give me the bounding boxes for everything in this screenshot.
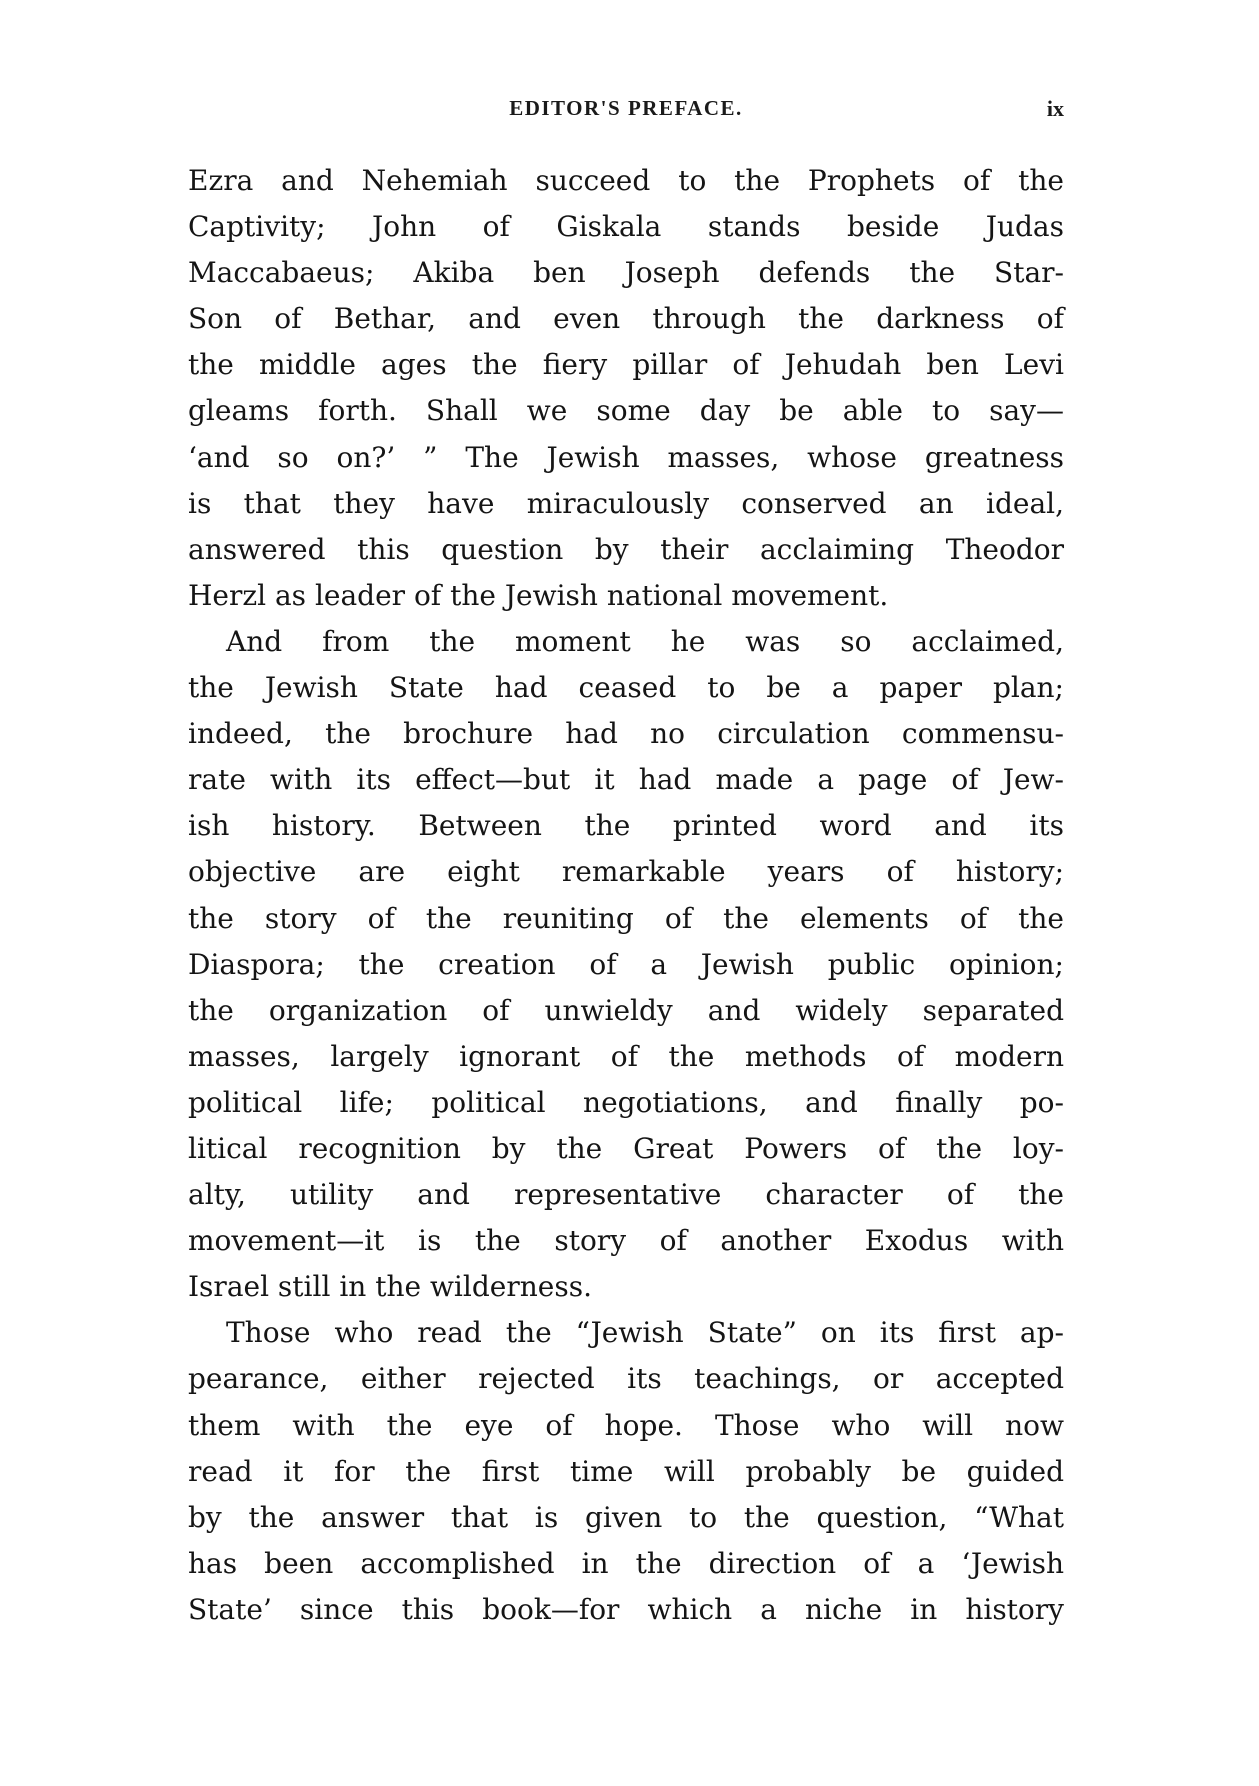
running-head-title: EDITOR'S PREFACE. bbox=[509, 96, 743, 120]
text-line: Diaspora; the creation of a Jewish public opinion; bbox=[188, 947, 1064, 981]
text-line: alty, utility and representative character of the bbox=[188, 1178, 1064, 1212]
text-line: answered this question by their acclaiming Theodor bbox=[188, 532, 1064, 566]
text-line: Son of Bethar, and even through the darkness of bbox=[188, 302, 1064, 336]
text-line: the story of the reuniting of the elements of the bbox=[188, 901, 1064, 935]
paragraph-start-line: And from the moment he was so acclaimed, bbox=[226, 624, 1064, 658]
text-line: has been accomplished in the direction of a ‘Jewish bbox=[188, 1546, 1064, 1580]
text-line: objective are eight remarkable years of history; bbox=[188, 855, 1064, 889]
text-line: the middle ages the fiery pillar of Jehudah ben Levi bbox=[188, 348, 1064, 382]
text-line: the organization of unwieldy and widely separated bbox=[188, 993, 1064, 1027]
text-line: litical recognition by the Great Powers of the loy- bbox=[188, 1131, 1064, 1165]
running-head bbox=[188, 96, 1064, 126]
text-line: rate with its effect—but it had made a page of Jew- bbox=[188, 763, 1064, 797]
text-line: masses, largely ignorant of the methods of modern bbox=[188, 1039, 1064, 1073]
page-number: ix bbox=[1046, 96, 1064, 121]
text-line: by the answer that is given to the question, “What bbox=[188, 1500, 1064, 1534]
text-line: Ezra and Nehemiah succeed to the Prophets of the bbox=[188, 164, 1064, 197]
text-line: Captivity; John of Giskala stands beside Judas bbox=[188, 210, 1064, 244]
text-line: State’ since this book—for which a niche in history bbox=[188, 1592, 1064, 1626]
text-line: ‘and so on?’ ” The Jewish masses, whose greatness bbox=[188, 440, 1064, 474]
text-line: the Jewish State had ceased to be a paper plan; bbox=[188, 671, 1064, 705]
paragraph-end-line: Herzl as leader of the Jewish national movement. bbox=[188, 578, 889, 612]
text-line: them with the eye of hope. Those who will now bbox=[188, 1408, 1064, 1442]
paragraph-start-line: Those who read the “Jewish State” on its first ap- bbox=[226, 1316, 1064, 1350]
text-line: movement—it is the story of another Exodus with bbox=[188, 1224, 1064, 1258]
text-line: Maccabaeus; Akiba ben Joseph defends the Star- bbox=[188, 256, 1064, 290]
body-text bbox=[188, 158, 1064, 1633]
text-line: gleams forth. Shall we some day be able to say— bbox=[188, 394, 1064, 428]
text-line: political life; political negotiations, and finally po- bbox=[188, 1085, 1064, 1119]
text-line: indeed, the brochure had no circulation commensu- bbox=[188, 717, 1064, 751]
text-line: ish history. Between the printed word and its bbox=[188, 809, 1064, 843]
text-line: pearance, either rejected its teachings, or accepted bbox=[188, 1362, 1064, 1396]
paragraph-end-line: Israel still in the wilderness. bbox=[188, 1270, 592, 1304]
text-line: is that they have miraculously conserved an ideal, bbox=[188, 486, 1064, 520]
text-line: read it for the first time will probably be guided bbox=[188, 1454, 1064, 1488]
